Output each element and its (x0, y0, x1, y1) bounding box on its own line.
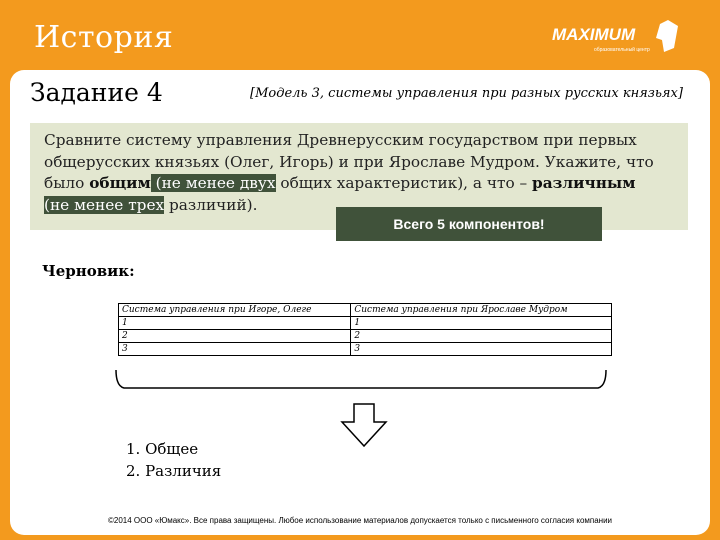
table-cell: 1 (119, 317, 351, 330)
logo-tagline: образовательный центр (594, 47, 650, 53)
table-cell: 1 (351, 317, 612, 330)
task-line-1: Сравните систему управления Древнерусским государством при первых (44, 131, 637, 149)
draft-label: Черновик: (42, 262, 135, 280)
result-item-differences: 2. Различия (126, 462, 222, 480)
task-line-4b: различий). (164, 195, 258, 214)
task-line-3d: общих характеристик), а что – (275, 174, 533, 192)
task-line-2: общерусских князьях (Олег, Игорь) и при Ярославе Мудром. Укажите, что (44, 152, 654, 171)
table-cell: 3 (119, 343, 351, 356)
task-subtitle: [Модель 3, системы управления при разных русских князьях] (250, 86, 683, 101)
highlight-three: (не менее трех (44, 195, 165, 214)
brace-and-arrow (10, 70, 710, 535)
highlight-two: (не менее двух (150, 174, 276, 192)
table-cell: 3 (351, 343, 612, 356)
column-header-yaroslav: Система управления при Ярославе Мудром (351, 304, 612, 317)
different-keyword: различным (532, 174, 636, 192)
page-title: История (34, 20, 174, 55)
logo-wordmark: MAXIMUM (552, 25, 636, 44)
column-header-igor-oleg: Система управления при Игоре, Олеге (119, 304, 351, 317)
brace-icon (116, 370, 606, 388)
content-panel (10, 70, 710, 535)
task-title: Задание 4 (30, 78, 163, 107)
common-keyword: общим (89, 174, 151, 192)
table-cell: 2 (351, 330, 612, 343)
maximum-logo (552, 18, 687, 62)
task-line-3a: было (44, 174, 90, 192)
result-item-common: 1. Общее (126, 440, 199, 458)
logo-mark-icon (656, 20, 678, 52)
result-list (126, 438, 221, 482)
down-arrow-icon (342, 404, 386, 446)
copyright-footer: ©2014 ООО «Юмакс». Все права защищены. Любое использование материалов допускается только с письменного согласия компании (107, 516, 613, 525)
components-badge: Всего 5 компонентов! (336, 207, 602, 241)
table-cell: 2 (119, 330, 351, 343)
